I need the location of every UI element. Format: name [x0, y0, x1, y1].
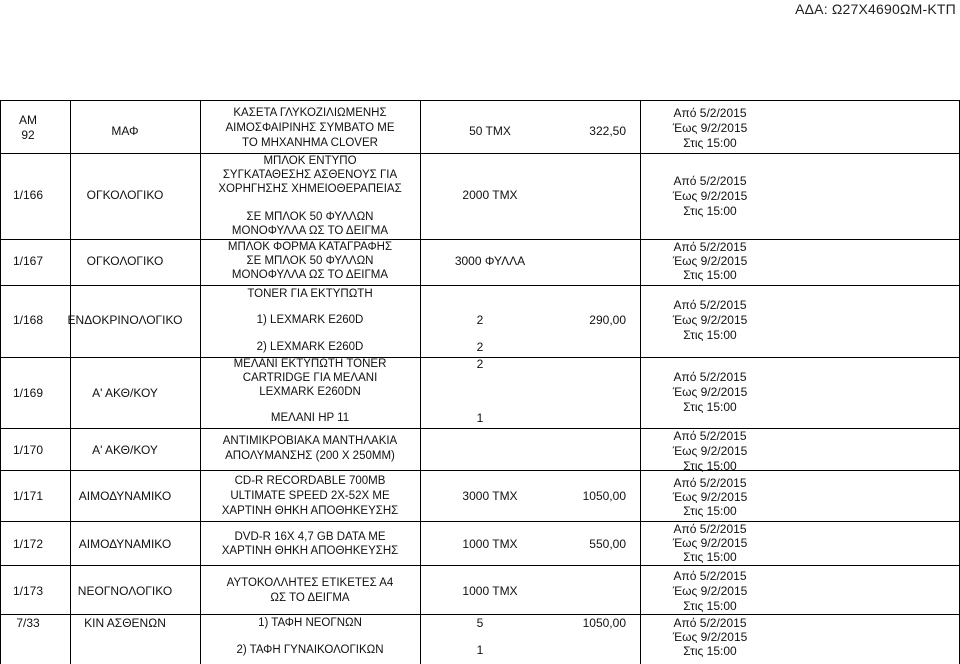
deadline-to: Έως 9/2/2015: [672, 313, 748, 327]
am-cell: 1/166: [12, 188, 44, 202]
col-divider: [70, 100, 71, 664]
desc-line: ΑΙΜΟΣΦΑΙΡΙΝΗΣ ΣΥΜΒΑΤΟ ΜΕ: [225, 122, 395, 134]
item-qty: 1: [476, 411, 484, 425]
deadline-from: Από 5/2/2015: [673, 476, 747, 490]
deadline-from: Από 5/2/2015: [673, 174, 747, 188]
desc-line: ΜΠΛΟΚ ΕΝΤΥΠΟ: [263, 155, 357, 167]
deadline-to: Έως 9/2/2015: [672, 444, 748, 458]
desc-line: ΣΕ ΜΠΛΟΚ 50 ΦΥΛΛΩΝ: [246, 255, 374, 267]
col-divider: [0, 100, 1, 664]
deadline-to: Έως 9/2/2015: [672, 630, 748, 644]
desc-line: ΩΣ ΤΟ ΔΕΙΓΜΑ: [270, 592, 350, 604]
price-cell: 290,00: [589, 313, 626, 327]
desc-line: ΑΠΟΛΥΜΑΝΣΗΣ (200 X 250MM): [225, 450, 395, 462]
deadline-to: Έως 9/2/2015: [672, 584, 748, 598]
qty-cell: 2000 ΤΜΧ: [462, 188, 518, 202]
price-cell: 1050,00: [582, 616, 626, 630]
dept-cell: ΕΝΔΟΚΡΙΝΟΛΟΓΙΚΟ: [67, 313, 183, 327]
desc-line: ΜΠΛΟΚ ΦΟΡΜΑ ΚΑΤΑΓΡΑΦΗΣ: [227, 241, 393, 253]
item-label: ΜΕΛΑΝΙ HP 11: [270, 412, 350, 424]
row-divider: [0, 239, 960, 240]
deadline-from: Από 5/2/2015: [673, 298, 747, 312]
desc-line: ΜΟΝΟΦΥΛΛΑ ΩΣ ΤΟ ΔΕΙΓΜΑ: [231, 269, 389, 281]
item-qty: 2: [476, 313, 484, 327]
deadline-from: Από 5/2/2015: [673, 569, 747, 583]
dept-cell: Α' ΑΚΘ/ΚΟΥ: [92, 443, 158, 457]
qty-cell: 3000 ΦΥΛΛΑ: [454, 254, 526, 268]
deadline-time: Στις 15:00: [683, 268, 737, 282]
item-qty: 2: [476, 340, 484, 354]
dept-cell: ΑΙΜΟΔΥΝΑΜΙΚΟ: [78, 537, 172, 551]
qty-cell: 2: [476, 357, 484, 371]
dept-cell: ΝΕΟΓΝΟΛΟΓΙΚΟ: [77, 584, 173, 598]
deadline-to: Έως 9/2/2015: [672, 385, 748, 399]
item-label: 1) LEXMARK E260D: [256, 314, 364, 326]
deadline-from: Από 5/2/2015: [673, 370, 747, 384]
row-divider: [0, 285, 960, 286]
dept-cell: ΜΑΦ: [111, 124, 139, 138]
deadline-time: Στις 15:00: [683, 550, 737, 564]
desc-line: ΚΑΣΕΤΑ ΓΛΥΚΟΖΙΛΙΩΜΕΝΗΣ: [233, 107, 387, 119]
desc-line: ΤΟ ΜΗΧΑΝΗΜΑ CLOVER: [242, 137, 378, 149]
deadline-time: Στις 15:00: [683, 400, 737, 414]
desc-line: ΧΑΡΤΙΝΗ ΘΗΚΗ ΑΠΟΘΗΚΕΥΣΗΣ: [221, 505, 399, 517]
desc-title: TONER ΓΙΑ ΕΚΤΥΠΩΤΗ: [247, 288, 373, 300]
row-divider: [0, 521, 960, 522]
qty-cell: 1000 ΤΜΧ: [462, 584, 518, 598]
row-divider: [0, 614, 960, 615]
desc-line: ΣΕ ΜΠΛΟΚ 50 ΦΥΛΛΩΝ: [246, 211, 374, 223]
dept-cell: ΟΓΚΟΛΟΓΙΚΟ: [86, 188, 164, 202]
am-cell: 1/173: [12, 584, 44, 598]
desc-line: ΑΝΤΙΜΙΚΡΟΒΙΑΚΑ ΜΑΝΤΗΛΑΚΙΑ: [222, 435, 398, 447]
deadline-from: Από 5/2/2015: [673, 106, 747, 120]
price-cell: 322,50: [589, 124, 626, 138]
item-qty: 5: [476, 616, 484, 630]
item-label: 1) ΤΑΦΗ ΝΕΟΓΝΩΝ: [258, 617, 362, 629]
price-cell: 550,00: [589, 537, 626, 551]
desc-line: ΧΑΡΤΙΝΗ ΘΗΚΗ ΑΠΟΘΗΚΕΥΣΗΣ: [221, 545, 399, 557]
dept-cell: ΑΙΜΟΔΥΝΑΜΙΚΟ: [78, 489, 172, 503]
qty-cell: 50 ΤΜΧ: [469, 124, 511, 138]
am-cell: 1/168: [12, 313, 44, 327]
deadline-time: Στις 15:00: [683, 504, 737, 518]
am-cell: 1/172: [12, 537, 44, 551]
deadline-time: Στις 15:00: [683, 599, 737, 613]
row-divider: [0, 153, 960, 154]
item-label: 2) LEXMARK E260D: [256, 341, 364, 353]
desc-line: ΜΟΝΟΦΥΛΛΑ ΩΣ ΤΟ ΔΕΙΓΜΑ: [231, 225, 389, 237]
desc-line: ULTIMATE SPEED 2X-52X ΜΕ: [230, 490, 390, 502]
item-label: 2) ΤΑΦΗ ΓΥΝΑΙΚΟΛΟΓΙΚΩΝ: [236, 644, 384, 656]
am-cell: 1/171: [12, 489, 44, 503]
qty-cell: 3000 ΤΜΧ: [462, 489, 518, 503]
deadline-to: Έως 9/2/2015: [672, 254, 748, 268]
col-divider: [420, 100, 421, 664]
desc-line: ΜΕΛΑΝΙ ΕΚΤΥΠΩΤΗ TONER: [233, 358, 387, 370]
deadline-to: Έως 9/2/2015: [672, 189, 748, 203]
deadline-from: Από 5/2/2015: [673, 522, 747, 536]
am-cell: 1/170: [12, 443, 44, 457]
desc-line: ΑΥΤΟΚΟΛΛΗΤΕΣ ΕΤΙΚΕΤΕΣ Α4: [226, 577, 394, 589]
table-top-border: [0, 100, 960, 101]
deadline-from: Από 5/2/2015: [673, 429, 747, 443]
row-divider: [0, 470, 960, 471]
desc-line: CD-R RECORDABLE 700MB: [234, 475, 386, 487]
deadline-time: Στις 15:00: [683, 136, 737, 150]
am-cell: 7/33: [16, 616, 40, 630]
ada-code: ΑΔΑ: Ω27Χ4690ΩΜ-ΚΤΠ: [795, 1, 956, 17]
deadline-time: Στις 15:00: [683, 328, 737, 342]
row-divider: [0, 565, 960, 566]
am-cell: 1/169: [12, 386, 44, 400]
desc-line: ΧΟΡΗΓΗΣΗΣ ΧΗΜΕΙΟΘΕΡΑΠΕΙΑΣ: [218, 183, 402, 195]
deadline-from: Από 5/2/2015: [673, 240, 747, 254]
row-divider: [0, 428, 960, 429]
deadline-to: Έως 9/2/2015: [672, 536, 748, 550]
deadline-from: Από 5/2/2015: [673, 616, 747, 630]
am-cell-line2: 92: [21, 128, 35, 142]
desc-line: ΣΥΓΚΑΤΑΘΕΣΗΣ ΑΣΘΕΝΟΥΣ ΓΙΑ: [222, 169, 398, 181]
dept-cell: Α' ΑΚΘ/ΚΟΥ: [92, 386, 158, 400]
qty-cell: 1000 ΤΜΧ: [462, 537, 518, 551]
desc-line: CARTRIDGE ΓΙΑ ΜΕΛΑΝΙ: [242, 372, 378, 384]
deadline-to: Έως 9/2/2015: [672, 121, 748, 135]
desc-line: DVD-R 16X 4,7 GB DATA ΜΕ: [234, 531, 386, 543]
am-cell: 1/167: [12, 254, 44, 268]
col-divider: [640, 100, 641, 664]
dept-cell: ΟΓΚΟΛΟΓΙΚΟ: [86, 254, 164, 268]
item-qty: 1: [476, 643, 484, 657]
price-cell: 1050,00: [582, 489, 626, 503]
desc-line: LEXMARK E260DN: [259, 386, 361, 398]
deadline-to: Έως 9/2/2015: [672, 490, 748, 504]
am-cell: ΑΜ: [19, 113, 37, 127]
deadline-time: Στις 15:00: [683, 204, 737, 218]
deadline-time: Στις 15:00: [683, 644, 737, 658]
deadline-time: Στις 15:00: [683, 459, 737, 473]
dept-cell: ΚΙΝ ΑΣΘΕΝΩΝ: [84, 616, 166, 630]
